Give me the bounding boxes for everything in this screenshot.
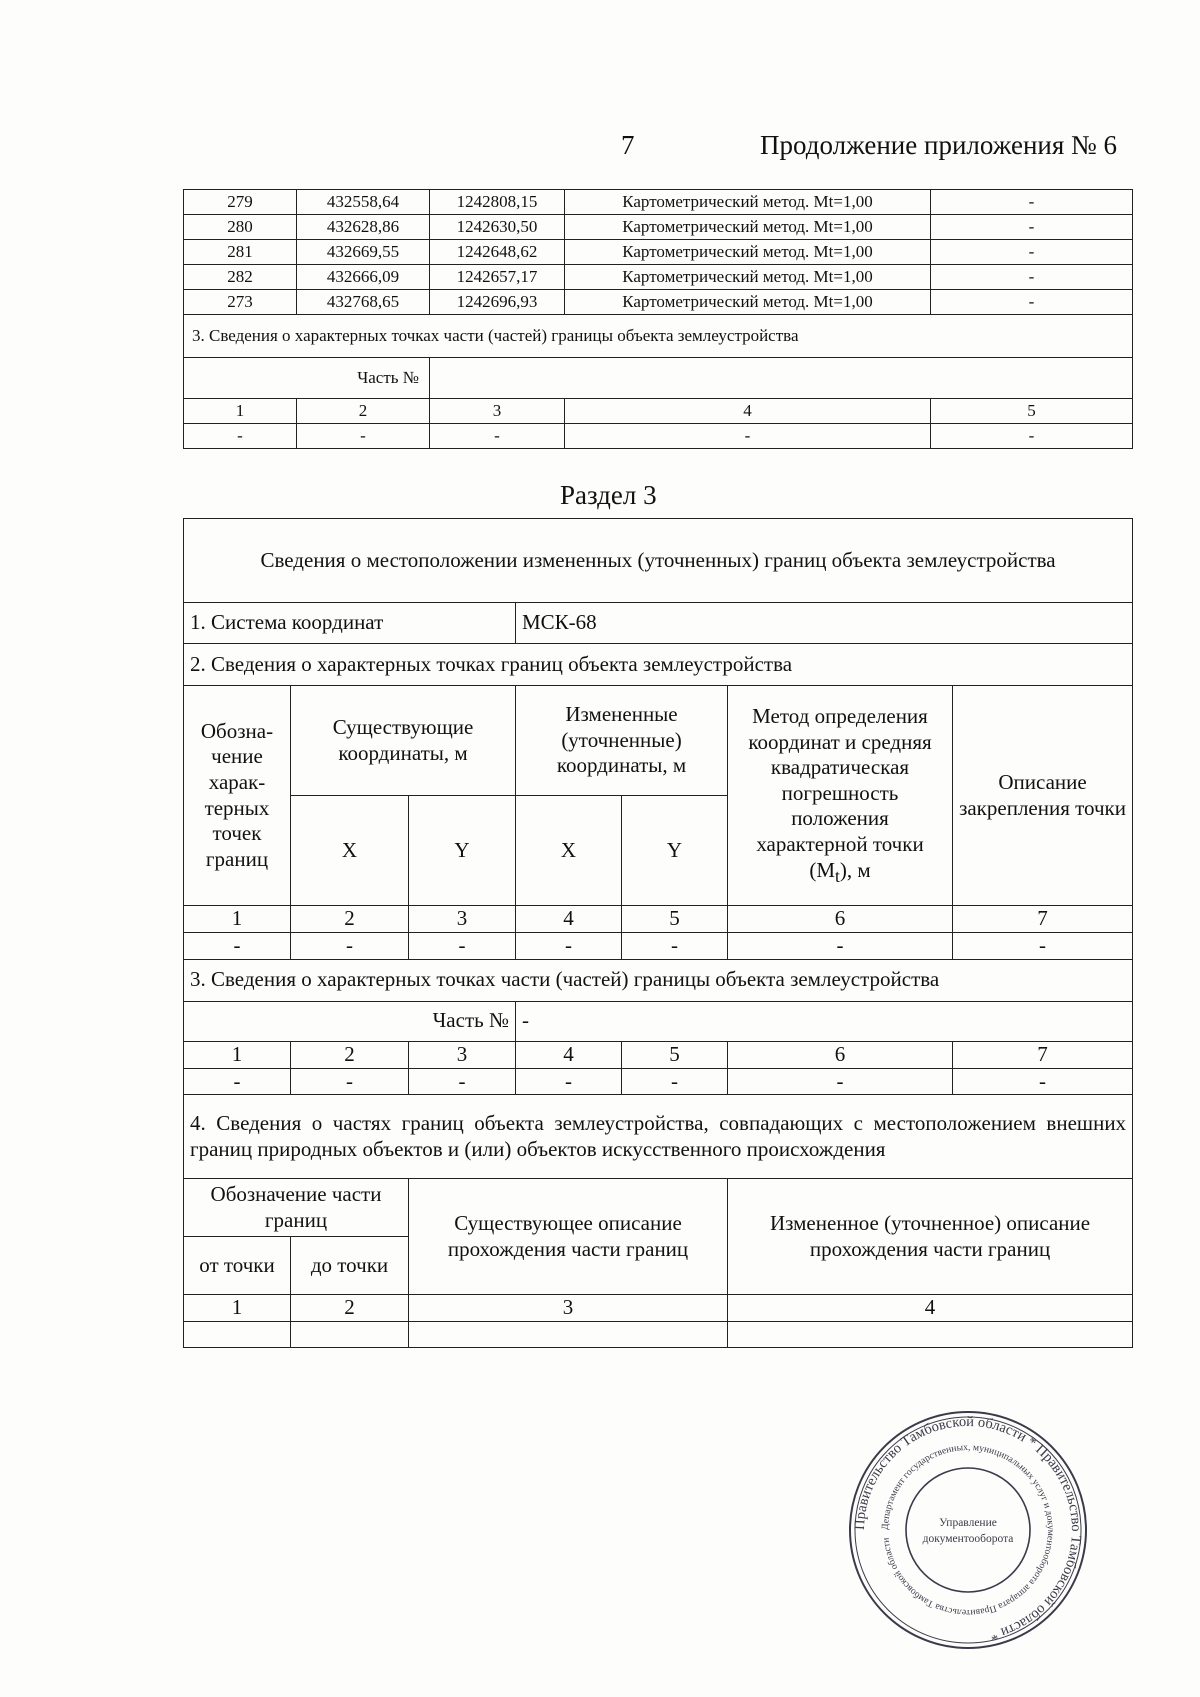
coord-y: 1242648,62 <box>430 240 565 265</box>
col-changed-coords-header: Измененные (уточненные) координаты, м <box>516 686 728 796</box>
description: - <box>931 240 1133 265</box>
dash-cell: - <box>409 1068 516 1095</box>
column-number: 2 <box>291 906 409 933</box>
table-row <box>184 933 1133 960</box>
column-number: 1 <box>184 1041 291 1068</box>
section-4-heading: 4. Сведения о частях границ объекта землеустройства, совпадающих с местоположением внешних границ природных объектов и (или) объектов искусственного происхождения <box>184 1095 1133 1179</box>
dash-cell: - <box>184 424 297 449</box>
column-number: 2 <box>297 399 430 424</box>
empty-cell <box>291 1322 409 1348</box>
official-stamp <box>848 1410 1088 1650</box>
method: Картометрический метод. Mt=1,00 <box>565 190 931 215</box>
dash-cell: - <box>953 933 1133 960</box>
section-3-heading: 3. Сведения о характерных точках части (частей) границы объекта землеустройства <box>184 959 1133 1001</box>
coord-y: 1242630,50 <box>430 215 565 240</box>
column-number: 5 <box>622 1041 728 1068</box>
dash-cell: - <box>931 424 1133 449</box>
part-number-value <box>430 358 1133 399</box>
column-number: 2 <box>291 1295 409 1322</box>
col-existing-coords-header: Существующие координаты, м <box>291 686 516 796</box>
column-numbers-row <box>184 399 1133 424</box>
column-number: 3 <box>430 399 565 424</box>
col-x-header: X <box>291 796 409 906</box>
column-number: 6 <box>728 906 953 933</box>
col-y-header: Y <box>622 796 728 906</box>
coord-y: 1242808,15 <box>430 190 565 215</box>
col-from-point-header: от точки <box>184 1237 291 1295</box>
page-title: Продолжение приложения № 6 <box>760 130 1118 160</box>
dash-cell: - <box>297 424 430 449</box>
stamp-inner-ring <box>906 1468 1030 1592</box>
col-to-point-header: до точки <box>291 1237 409 1295</box>
coord-y: 1242696,93 <box>430 290 565 315</box>
column-number: 1 <box>184 906 291 933</box>
empty-cell <box>728 1322 1133 1348</box>
page-number: 7 <box>621 130 635 160</box>
stamp-outer-text: Правительство Тамбовской области * Правительство Тамбовской области * <box>851 1413 1085 1644</box>
empty-cell <box>184 1322 291 1348</box>
dash-cell: - <box>516 1068 622 1095</box>
column-number: 3 <box>409 1041 516 1068</box>
table-row <box>184 265 1133 290</box>
column-number: 7 <box>953 1041 1133 1068</box>
stamp-inner-text: Департамент государственных, муниципальных услуг и документооборота аппарата Правительства Тамбовской области <box>879 1441 1057 1619</box>
table-row <box>184 190 1133 215</box>
point-id: 273 <box>184 290 297 315</box>
point-id: 279 <box>184 190 297 215</box>
point-id: 281 <box>184 240 297 265</box>
point-id: 282 <box>184 265 297 290</box>
column-number: 3 <box>409 906 516 933</box>
column-number: 7 <box>953 906 1133 933</box>
column-number: 6 <box>728 1041 953 1068</box>
section-2-heading: 2. Сведения о характерных точках границ объекта землеустройства <box>184 644 1133 686</box>
coord-x: 432666,09 <box>297 265 430 290</box>
column-number: 3 <box>409 1295 728 1322</box>
description: - <box>931 265 1133 290</box>
empty-cell <box>409 1322 728 1348</box>
col-method-header: Метод определения координат и средняя квадратическая погрешность положения характерной точки $(M_t)$, м <box>728 686 953 906</box>
description: - <box>931 215 1133 240</box>
col-existing-desc-header: Существующее описание прохождения части границ <box>409 1179 728 1295</box>
dash-cell: - <box>184 1068 291 1095</box>
column-number: 1 <box>184 399 297 424</box>
col-description-header: Описание закрепления точки <box>953 686 1133 906</box>
coord-x: 432669,55 <box>297 240 430 265</box>
table-heading: Сведения о местоположении измененных (уточненных) границ объекта землеустройства <box>184 519 1133 603</box>
dash-cell: - <box>953 1068 1133 1095</box>
method: Картометрический метод. Mt=1,00 <box>565 265 931 290</box>
point-id: 280 <box>184 215 297 240</box>
coord-system-label: 1. Система координат <box>184 603 516 644</box>
table-row <box>184 290 1133 315</box>
dash-cell: - <box>430 424 565 449</box>
col-part-designation-header: Обозначение части границ <box>184 1179 409 1237</box>
column-number: 4 <box>516 1041 622 1068</box>
method: Картометрический метод. Mt=1,00 <box>565 240 931 265</box>
table-row <box>184 215 1133 240</box>
section-3-table <box>183 518 1133 1348</box>
column-numbers-row <box>184 1295 1133 1322</box>
col-changed-desc-header: Измененное (уточненное) описание прохождения части границ <box>728 1179 1133 1295</box>
column-number: 4 <box>516 906 622 933</box>
dash-cell: - <box>728 1068 953 1095</box>
dash-cell: - <box>291 1068 409 1095</box>
dash-cell: - <box>565 424 931 449</box>
stamp-center-line1: Управление <box>939 1517 997 1529</box>
part-number-label: Часть № <box>184 358 430 399</box>
coord-x: 432558,64 <box>297 190 430 215</box>
column-numbers-row <box>184 1041 1133 1068</box>
column-number: 4 <box>565 399 931 424</box>
stamp-center-line2: документооборота <box>922 1533 1014 1545</box>
dash-cell: - <box>622 1068 728 1095</box>
table-row <box>184 1322 1133 1348</box>
table-row <box>184 240 1133 265</box>
dash-cell: - <box>291 933 409 960</box>
dash-cell: - <box>409 933 516 960</box>
method: Картометрический метод. Mt=1,00 <box>565 290 931 315</box>
col-designation-header: Обозна-чение харак-терных точек границ <box>184 686 291 906</box>
section-title: Раздел 3 <box>560 480 657 510</box>
section-3-heading: 3. Сведения о характерных точках части (частей) границы объекта землеустройства <box>184 315 1133 358</box>
part-number-value: - <box>516 1001 1133 1041</box>
coord-x: 432768,65 <box>297 290 430 315</box>
coord-y: 1242657,17 <box>430 265 565 290</box>
column-number: 5 <box>622 906 728 933</box>
coord-system-value: МСК-68 <box>516 603 1133 644</box>
column-number: 2 <box>291 1041 409 1068</box>
dash-cell: - <box>184 933 291 960</box>
column-number: 4 <box>728 1295 1133 1322</box>
coord-x: 432628,86 <box>297 215 430 240</box>
dash-cell: - <box>728 933 953 960</box>
dash-cell: - <box>516 933 622 960</box>
table-row <box>184 1068 1133 1095</box>
description: - <box>931 190 1133 215</box>
dash-cell: - <box>622 933 728 960</box>
part-number-label: Часть № <box>184 1001 516 1041</box>
method: Картометрический метод. Mt=1,00 <box>565 215 931 240</box>
column-number: 1 <box>184 1295 291 1322</box>
points-table-continuation <box>183 189 1133 449</box>
col-x-header: X <box>516 796 622 906</box>
col-y-header: Y <box>409 796 516 906</box>
table-row <box>184 424 1133 449</box>
description: - <box>931 290 1133 315</box>
column-number: 5 <box>931 399 1133 424</box>
column-numbers-row <box>184 906 1133 933</box>
